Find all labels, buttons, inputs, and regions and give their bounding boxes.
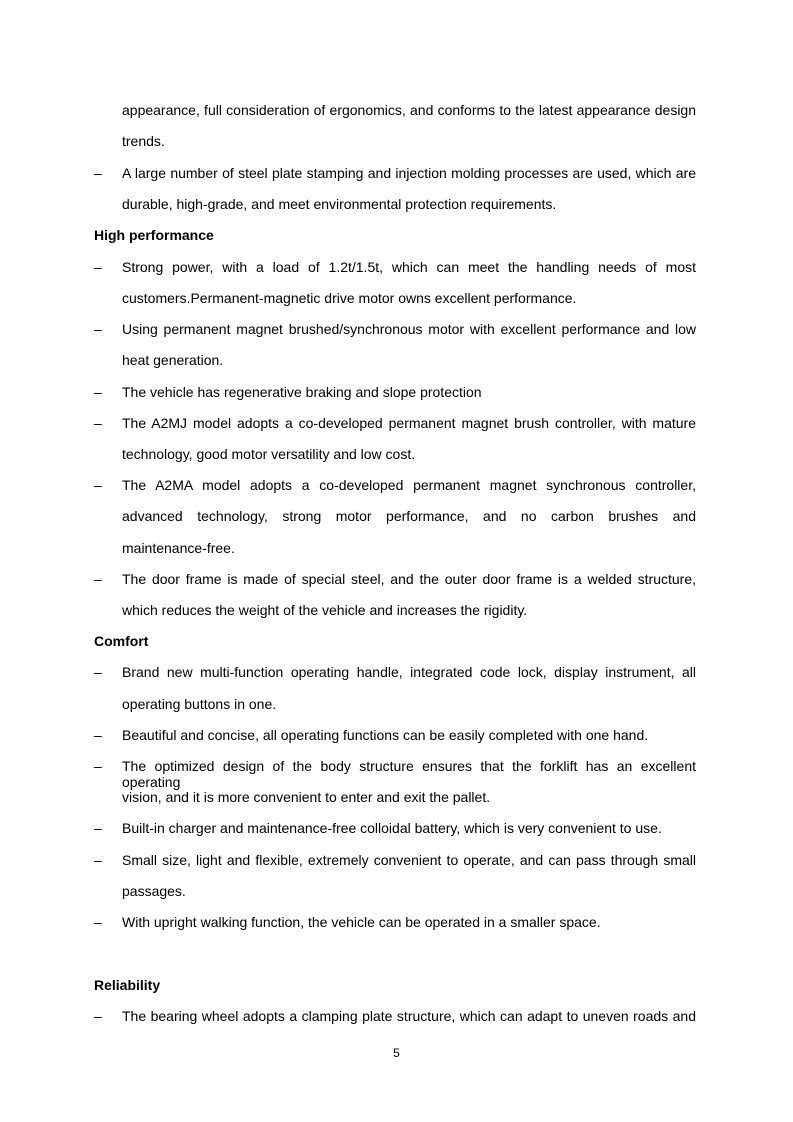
list-item-continuation: durable, high-grade, and meet environmental protection requirements.: [122, 196, 557, 212]
list-item: The bearing wheel adopts a clamping plate structure, which can adapt to uneven roads and: [122, 1008, 696, 1024]
list-item: The A2MJ model adopts a co-developed permanent magnet brush controller, with mature: [122, 415, 696, 431]
list-item: The vehicle has regenerative braking and slope protection: [122, 384, 482, 400]
list-item: Built-in charger and maintenance-free colloidal battery, which is very convenient to use.: [122, 820, 662, 836]
bullet-dash: –: [94, 820, 102, 836]
bullet-dash: –: [94, 852, 102, 868]
bullet-dash: –: [94, 259, 102, 275]
list-item-continuation: operating buttons in one.: [122, 696, 277, 712]
list-item: The A2MA model adopts a co-developed permanent magnet synchronous controller,: [122, 477, 696, 493]
list-item-continuation: customers.Permanent-magnetic drive motor owns excellent performance.: [122, 290, 577, 306]
bullet-dash: –: [94, 415, 102, 431]
bullet-dash: –: [94, 914, 102, 930]
bullet-dash: –: [94, 664, 102, 680]
list-item: With upright walking function, the vehicle can be operated in a smaller space.: [122, 914, 601, 930]
bullet-dash: –: [94, 165, 102, 181]
intro-line: trends.: [122, 133, 165, 149]
section-heading: High performance: [94, 227, 214, 243]
bullet-dash: –: [94, 384, 102, 400]
list-item: A large number of steel plate stamping and injection molding processes are used, which are: [122, 165, 696, 181]
section-heading: Reliability: [94, 977, 161, 993]
intro-line: appearance, full consideration of ergonomics, and conforms to the latest appearance design: [122, 102, 696, 118]
bullet-dash: –: [94, 727, 102, 743]
list-item-continuation: maintenance-free.: [122, 540, 235, 556]
list-item-continuation: advanced technology, strong motor performance, and no carbon brushes and: [122, 508, 696, 524]
section-heading: Comfort: [94, 633, 149, 649]
bullet-dash: –: [94, 758, 102, 774]
bullet-dash: –: [94, 1008, 102, 1024]
list-item-continuation: technology, good motor versatility and low cost.: [122, 446, 416, 462]
list-item: Using permanent magnet brushed/synchronous motor with excellent performance and low: [122, 321, 696, 337]
list-item-continuation: vision, and it is more convenient to enter and exit the pallet.: [122, 789, 491, 805]
list-item: The door frame is made of special steel, and the outer door frame is a welded structure,: [122, 571, 696, 587]
list-item: The optimized design of the body structure ensures that the forklift has an excellent operating: [122, 758, 696, 790]
list-item: Beautiful and concise, all operating functions can be easily completed with one hand.: [122, 727, 649, 743]
bullet-dash: –: [94, 477, 102, 493]
list-item-continuation: passages.: [122, 883, 186, 899]
page-number: 5: [393, 1046, 400, 1060]
bullet-dash: –: [94, 571, 102, 587]
list-item-continuation: which reduces the weight of the vehicle and increases the rigidity.: [122, 602, 528, 618]
bullet-dash: –: [94, 321, 102, 337]
list-item-continuation: heat generation.: [122, 352, 224, 368]
list-item: Strong power, with a load of 1.2t/1.5t, which can meet the handling needs of most: [122, 259, 696, 275]
list-item: Small size, light and flexible, extremely convenient to operate, and can pass through small: [122, 852, 696, 868]
list-item: Brand new multi-function operating handle, integrated code lock, display instrument, all: [122, 664, 696, 680]
